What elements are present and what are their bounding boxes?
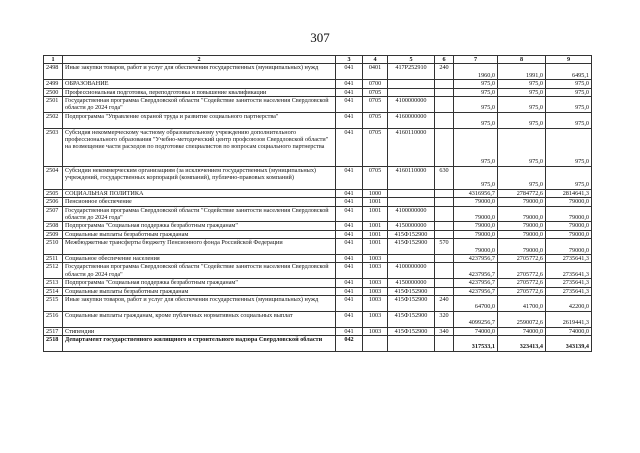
expense-type-cell: 240: [435, 296, 454, 312]
row-name-cell: Иные закупки товаров, работ и услуг для обеспечения государственных (муниципальных) нужд: [63, 64, 336, 80]
row-number-cell: 2509: [44, 230, 63, 238]
ministry-code-cell: 041: [336, 311, 363, 327]
amount-year2-cell: 79000,0: [498, 230, 546, 238]
expense-type-cell: 340: [435, 327, 454, 335]
row-number-cell: 2507: [44, 206, 63, 222]
amount-year1-cell: 79000,0: [454, 206, 498, 222]
section-code-cell: 0705: [363, 112, 388, 128]
row-name-cell: Социальные выплаты гражданам, кроме публичных нормативных социальных выплат: [63, 311, 336, 327]
target-code-cell: [388, 189, 435, 197]
row-name-cell: Стипендии: [63, 327, 336, 335]
amount-year3-cell: 42200,0: [546, 296, 592, 312]
ministry-code-cell: 041: [336, 189, 363, 197]
amount-year2-cell: 41700,0: [498, 296, 546, 312]
section-code-cell: 1001: [363, 222, 388, 230]
row-name-cell: Государственная программа Свердловской области "Содействие занятости населения Свердловской области до 2024 года": [63, 263, 336, 279]
row-number-cell: 2504: [44, 166, 63, 189]
target-code-cell: [388, 255, 435, 263]
target-code-cell: 4160110000: [388, 128, 435, 166]
amount-year3-cell: 6495,1: [546, 64, 592, 80]
row-name-cell: Социальные выплаты безработным гражданам: [63, 230, 336, 238]
table-row: [44, 64, 592, 80]
header-cell: 5: [388, 56, 435, 64]
amount-year1-cell: 4237956,7: [454, 287, 498, 295]
table-row: [44, 206, 592, 222]
expense-type-cell: 570: [435, 239, 454, 255]
amount-year3-cell: 2619441,3: [546, 311, 592, 327]
target-code-cell: 417P252910: [388, 64, 435, 80]
amount-year2-cell: 2705772,6: [498, 255, 546, 263]
row-name-cell: Пенсионное обеспечение: [63, 198, 336, 206]
target-code-cell: 4160110000: [388, 166, 435, 189]
amount-year3-cell: 74000,0: [546, 327, 592, 335]
ministry-code-cell: 041: [336, 128, 363, 166]
expense-type-cell: [435, 112, 454, 128]
amount-year3-cell: 975,0: [546, 112, 592, 128]
row-name-cell: Подпрограмма "Социальная поддержка безработным гражданам": [63, 279, 336, 287]
expense-type-cell: [435, 222, 454, 230]
table-row: [44, 336, 592, 352]
amount-year2-cell: 2705772,6: [498, 287, 546, 295]
amount-year1-cell: 79000,0: [454, 222, 498, 230]
target-code-cell: 4150000000: [388, 222, 435, 230]
section-code-cell: 1003: [363, 311, 388, 327]
amount-year1-cell: 975,0: [454, 97, 498, 113]
amount-year1-cell: 975,0: [454, 80, 498, 88]
row-number-cell: 2515: [44, 296, 63, 312]
section-code-cell: 0401: [363, 64, 388, 80]
table-row: [44, 255, 592, 263]
row-name-cell: Государственная программа Свердловской области "Содействие занятости населения Свердловской области до 2024 года": [63, 206, 336, 222]
row-number-cell: 2500: [44, 88, 63, 96]
target-code-cell: 415Ф152900: [388, 311, 435, 327]
amount-year3-cell: 343139,4: [546, 336, 592, 352]
amount-year2-cell: 975,0: [498, 112, 546, 128]
amount-year3-cell: 975,0: [546, 97, 592, 113]
target-code-cell: [388, 88, 435, 96]
amount-year3-cell: 79000,0: [546, 206, 592, 222]
header-cell: 4: [363, 56, 388, 64]
expense-type-cell: [435, 287, 454, 295]
target-code-cell: [388, 80, 435, 88]
row-number-cell: 2514: [44, 287, 63, 295]
amount-year2-cell: 975,0: [498, 128, 546, 166]
row-name-cell: ОБРАЗОВАНИЕ: [63, 80, 336, 88]
expense-type-cell: [435, 279, 454, 287]
amount-year1-cell: 4237956,7: [454, 279, 498, 287]
table-row: [44, 263, 592, 279]
amount-year1-cell: 79000,0: [454, 239, 498, 255]
amount-year1-cell: 975,0: [454, 166, 498, 189]
amount-year2-cell: 975,0: [498, 166, 546, 189]
row-number-cell: 2498: [44, 64, 63, 80]
ministry-code-cell: 041: [336, 64, 363, 80]
row-name-cell: Подпрограмма "Социальная поддержка безработным гражданам": [63, 222, 336, 230]
section-code-cell: 1003: [363, 296, 388, 312]
ministry-code-cell: 041: [336, 88, 363, 96]
table-row: [44, 128, 592, 166]
section-code-cell: 0700: [363, 80, 388, 88]
amount-year2-cell: 323413,4: [498, 336, 546, 352]
amount-year2-cell: 2705772,6: [498, 263, 546, 279]
amount-year3-cell: 975,0: [546, 166, 592, 189]
section-code-cell: 1003: [363, 287, 388, 295]
expense-type-cell: [435, 189, 454, 197]
expense-type-cell: [435, 206, 454, 222]
expense-type-cell: [435, 128, 454, 166]
target-code-cell: 415Ф152900: [388, 296, 435, 312]
ministry-code-cell: 041: [336, 296, 363, 312]
header-cell: 9: [546, 56, 592, 64]
amount-year2-cell: 1991,0: [498, 64, 546, 80]
table-row: [44, 222, 592, 230]
ministry-code-cell: 041: [336, 112, 363, 128]
section-code-cell: 1003: [363, 263, 388, 279]
ministry-code-cell: 041: [336, 166, 363, 189]
ministry-code-cell: 041: [336, 206, 363, 222]
expense-type-cell: [435, 230, 454, 238]
amount-year1-cell: 975,0: [454, 112, 498, 128]
target-code-cell: 415Ф152900: [388, 327, 435, 335]
target-code-cell: 4100000000: [388, 206, 435, 222]
amount-year2-cell: 79000,0: [498, 206, 546, 222]
amount-year3-cell: 79000,0: [546, 222, 592, 230]
amount-year3-cell: 2735641,3: [546, 255, 592, 263]
table-row: [44, 198, 592, 206]
table-row: [44, 112, 592, 128]
table-row: [44, 279, 592, 287]
amount-year2-cell: 975,0: [498, 88, 546, 96]
expense-type-cell: 320: [435, 311, 454, 327]
row-name-cell: Подпрограмма "Управление охраной труда и развитие социального партнерства": [63, 112, 336, 128]
row-number-cell: 2508: [44, 222, 63, 230]
target-code-cell: 415Ф152900: [388, 287, 435, 295]
header-cell: 3: [336, 56, 363, 64]
section-code-cell: 1001: [363, 239, 388, 255]
amount-year3-cell: 975,0: [546, 80, 592, 88]
amount-year1-cell: 4316956,7: [454, 189, 498, 197]
amount-year2-cell: 79000,0: [498, 198, 546, 206]
expense-type-cell: [435, 336, 454, 352]
amount-year3-cell: 2735641,3: [546, 279, 592, 287]
amount-year2-cell: 2705772,6: [498, 279, 546, 287]
amount-year2-cell: 975,0: [498, 80, 546, 88]
amount-year1-cell: 317533,1: [454, 336, 498, 352]
budget-table-body: [44, 56, 592, 352]
amount-year3-cell: 79000,0: [546, 198, 592, 206]
ministry-code-cell: 041: [336, 230, 363, 238]
table-row: [44, 311, 592, 327]
target-code-cell: [388, 336, 435, 352]
ministry-code-cell: 042: [336, 336, 363, 352]
row-number-cell: 2512: [44, 263, 63, 279]
amount-year1-cell: 4237956,7: [454, 255, 498, 263]
amount-year2-cell: 2590072,6: [498, 311, 546, 327]
amount-year3-cell: 975,0: [546, 88, 592, 96]
amount-year1-cell: 79000,0: [454, 230, 498, 238]
expense-type-cell: [435, 97, 454, 113]
row-name-cell: Социальное обеспечение населения: [63, 255, 336, 263]
amount-year3-cell: 2735641,3: [546, 263, 592, 279]
ministry-code-cell: 041: [336, 198, 363, 206]
row-name-cell: Межбюджетные трансферты бюджету Пенсионного фонда Российской Федерации: [63, 239, 336, 255]
expense-type-cell: [435, 80, 454, 88]
expense-type-cell: 240: [435, 64, 454, 80]
ministry-code-cell: 041: [336, 80, 363, 88]
row-number-cell: 2506: [44, 198, 63, 206]
row-name-cell: Социальные выплаты безработным гражданам: [63, 287, 336, 295]
expense-type-cell: 630: [435, 166, 454, 189]
section-code-cell: 0705: [363, 166, 388, 189]
section-code-cell: 1003: [363, 327, 388, 335]
expense-type-cell: [435, 255, 454, 263]
header-cell: 1: [44, 56, 63, 64]
amount-year3-cell: 2735641,3: [546, 287, 592, 295]
section-code-cell: 0705: [363, 88, 388, 96]
budget-table: [43, 55, 592, 352]
amount-year1-cell: 74000,0: [454, 327, 498, 335]
row-number-cell: 2499: [44, 80, 63, 88]
header-cell: 6: [435, 56, 454, 64]
section-code-cell: 0705: [363, 97, 388, 113]
section-code-cell: [363, 336, 388, 352]
amount-year3-cell: 79000,0: [546, 239, 592, 255]
table-row: [44, 287, 592, 295]
ministry-code-cell: 041: [336, 263, 363, 279]
row-number-cell: 2505: [44, 189, 63, 197]
table-row: [44, 327, 592, 335]
amount-year1-cell: 64700,0: [454, 296, 498, 312]
target-code-cell: 4100000000: [388, 263, 435, 279]
row-number-cell: 2511: [44, 255, 63, 263]
expense-type-cell: [435, 88, 454, 96]
row-name-cell: Профессиональная подготовка, переподготовка и повышение квалификации: [63, 88, 336, 96]
target-code-cell: [388, 198, 435, 206]
table-row: [44, 97, 592, 113]
row-name-cell: Субсидии некоммерческим организациям (за исключением государственных (муниципальных) учреждений, государственных корпораций (компаний), публично-правовых компаний): [63, 166, 336, 189]
amount-year1-cell: 975,0: [454, 128, 498, 166]
ministry-code-cell: 041: [336, 279, 363, 287]
expense-type-cell: [435, 198, 454, 206]
row-number-cell: 2501: [44, 97, 63, 113]
ministry-code-cell: 041: [336, 97, 363, 113]
target-code-cell: 4150000000: [388, 279, 435, 287]
table-row: [44, 189, 592, 197]
amount-year3-cell: 2814641,3: [546, 189, 592, 197]
table-row: [44, 166, 592, 189]
row-number-cell: 2516: [44, 311, 63, 327]
ministry-code-cell: 041: [336, 287, 363, 295]
target-code-cell: 4160000000: [388, 112, 435, 128]
expense-type-cell: [435, 263, 454, 279]
row-number-cell: 2518: [44, 336, 63, 352]
target-code-cell: 415Ф152900: [388, 239, 435, 255]
header-cell: 8: [498, 56, 546, 64]
table-row: [44, 239, 592, 255]
row-name-cell: СОЦИАЛЬНАЯ ПОЛИТИКА: [63, 189, 336, 197]
row-number-cell: 2503: [44, 128, 63, 166]
amount-year2-cell: 975,0: [498, 97, 546, 113]
target-code-cell: 4100000000: [388, 97, 435, 113]
amount-year1-cell: 4099256,7: [454, 311, 498, 327]
header-cell: 2: [63, 56, 336, 64]
table-row: [44, 88, 592, 96]
ministry-code-cell: 041: [336, 327, 363, 335]
page-number: 307: [310, 30, 330, 45]
ministry-code-cell: 041: [336, 222, 363, 230]
row-number-cell: 2513: [44, 279, 63, 287]
table-row: [44, 80, 592, 88]
header-row: [44, 56, 592, 64]
amount-year2-cell: 79000,0: [498, 222, 546, 230]
row-number-cell: 2510: [44, 239, 63, 255]
header-cell: 7: [454, 56, 498, 64]
row-name-cell: Субсидия некоммерческому частному образовательному учреждению дополнительного профессионального образования "Учебно-методический центр профсоюзов Свердловской области" на возмещение части расходов по подготовке специалистов по вопросам социального партнерства: [63, 128, 336, 166]
section-code-cell: 1003: [363, 279, 388, 287]
section-code-cell: 1001: [363, 206, 388, 222]
row-number-cell: 2502: [44, 112, 63, 128]
section-code-cell: 1000: [363, 189, 388, 197]
amount-year2-cell: 79000,0: [498, 239, 546, 255]
section-code-cell: 0705: [363, 128, 388, 166]
ministry-code-cell: 041: [336, 239, 363, 255]
amount-year2-cell: 74000,0: [498, 327, 546, 335]
row-name-cell: Иные закупки товаров, работ и услуг для обеспечения государственных (муниципальных) нужд: [63, 296, 336, 312]
amount-year3-cell: 975,0: [546, 128, 592, 166]
table-row: [44, 296, 592, 312]
section-code-cell: 1001: [363, 230, 388, 238]
section-code-cell: 1001: [363, 198, 388, 206]
row-name-cell: Департамент государственного жилищного и строительного надзора Свердловской области: [63, 336, 336, 352]
amount-year1-cell: 79000,0: [454, 198, 498, 206]
target-code-cell: 415Ф152900: [388, 230, 435, 238]
ministry-code-cell: 041: [336, 255, 363, 263]
amount-year2-cell: 2784772,6: [498, 189, 546, 197]
amount-year1-cell: 975,0: [454, 88, 498, 96]
amount-year3-cell: 79000,0: [546, 230, 592, 238]
table-row: [44, 230, 592, 238]
row-number-cell: 2517: [44, 327, 63, 335]
amount-year1-cell: 4237956,7: [454, 263, 498, 279]
section-code-cell: 1003: [363, 255, 388, 263]
row-name-cell: Государственная программа Свердловской области "Содействие занятости населения Свердловской области до 2024 года": [63, 97, 336, 113]
amount-year1-cell: 1960,0: [454, 64, 498, 80]
